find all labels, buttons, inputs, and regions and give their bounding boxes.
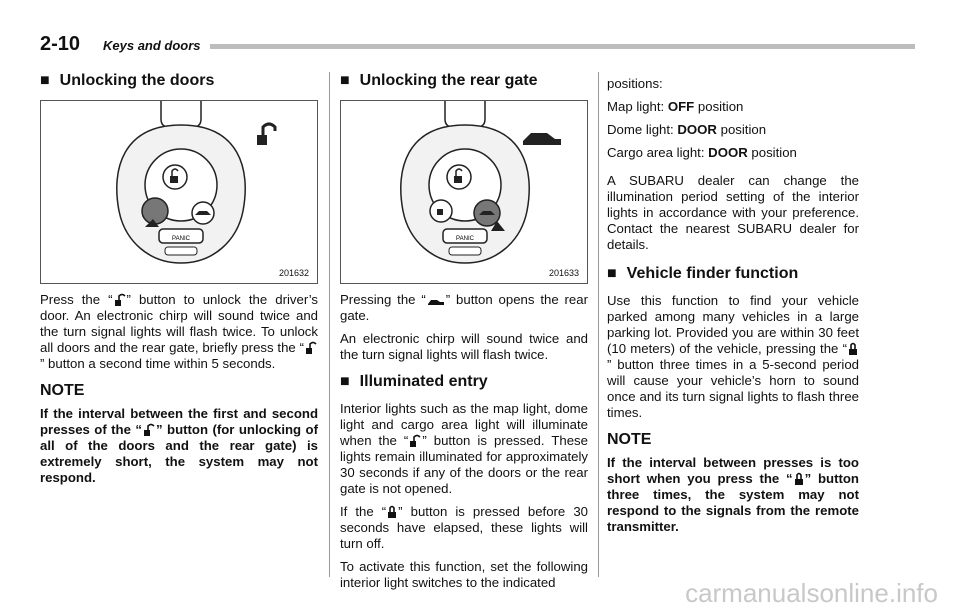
heading-text: Vehicle finder function [626, 265, 799, 282]
heading-text: Illuminated entry [359, 373, 488, 390]
note-heading: NOTE [607, 431, 652, 448]
body-paragraph: Interior lights such as the map light, dome light and cargo area light will illuminate when the “ ” button is pressed. These lights remain illuminated for approximately 30 seconds if any of the doors or the rear gate is not opened. [340, 401, 588, 496]
right-column [607, 76, 859, 542]
body-paragraph: Press the “ ” button to unlock the driver’s door. An electronic chirp will sound twice and the turn signal lights will flash twice. To unlock all doors and the rear gate, briefly press the “” button a second time within 5 seconds. [40, 292, 319, 371]
middle-column [340, 72, 588, 598]
panic-label: PANIC [172, 236, 190, 242]
figure-keyfob-rear-gate [340, 100, 588, 284]
setting-map-light: Map light: OFF position [607, 99, 744, 114]
section-heading [607, 265, 859, 283]
section-title: Keys and doors [103, 38, 201, 53]
lock-icon [387, 505, 397, 519]
keyfob-illustration [341, 101, 589, 283]
column-divider [598, 72, 599, 577]
note-heading: NOTE [40, 382, 85, 399]
lock-icon [848, 342, 858, 356]
note-paragraph: If the interval between the first and second presses of the “ ” button (for unlocking of all of the doors and the rear gate) is extremely short, the system may not respond. [40, 406, 318, 485]
heading-text: Unlocking the rear gate [359, 72, 538, 89]
figure-number: 201632 [278, 268, 309, 278]
section-heading [340, 72, 588, 90]
body-paragraph: If the “ ” button is pressed before 30 seconds have elapsed, these lights will turn off. [340, 504, 588, 551]
unlock-icon [409, 434, 421, 448]
body-paragraph: Pressing the “ ” button opens the rear gate. [340, 292, 588, 323]
column-divider [329, 72, 330, 577]
header-rule [210, 44, 915, 49]
heading-square-icon: ■ [40, 72, 50, 89]
heading-square-icon: ■ [340, 72, 350, 89]
heading-square-icon: ■ [340, 373, 350, 390]
watermark: carmanualsonline.info [685, 578, 938, 608]
body-paragraph: Use this function to find your vehicle parked among many vehicles in a large parking lot. Provided you are within 30 feet (10 meters) of the vehicle, pressing the “” button three times in a 5-second period will cause your vehicle’s horn to sound once and its turn signal lights to flash three times. [607, 293, 859, 420]
keyfob-illustration [41, 101, 319, 283]
panic-label: PANIC [456, 236, 474, 242]
unlock-icon [114, 293, 126, 307]
page-number: 2-10 [40, 33, 81, 55]
left-column [40, 72, 318, 493]
section-heading [340, 373, 588, 391]
setting-cargo-light: Cargo area light: DOOR position [607, 145, 797, 160]
note-paragraph: If the interval between presses is too short when you press the “ ” button three times, the system may not respond to the signals from the remote transmitter. [607, 455, 859, 534]
body-paragraph: To activate this function, set the following interior light switches to the indicated [340, 559, 588, 590]
body-paragraph: positions: [607, 76, 663, 91]
page-header [0, 30, 960, 55]
figure-number: 201633 [548, 268, 579, 278]
unlock-icon [305, 341, 317, 355]
section-heading [40, 72, 318, 90]
body-paragraph: A SUBARU dealer can change the illumination period setting of the interior lights in accordance with your preference. Contact the nearest SUBARU dealer for details. [607, 173, 859, 252]
body-paragraph: An electronic chirp will sound twice and the turn signal lights will flash twice. [340, 331, 588, 362]
lock-icon [794, 472, 804, 486]
heading-square-icon: ■ [607, 265, 617, 282]
rear-gate-icon [427, 295, 445, 307]
setting-dome-light: Dome light: DOOR position [607, 122, 767, 137]
figure-keyfob-unlock [40, 100, 318, 284]
heading-text: Unlocking the doors [59, 72, 215, 89]
unlock-icon [143, 423, 155, 437]
